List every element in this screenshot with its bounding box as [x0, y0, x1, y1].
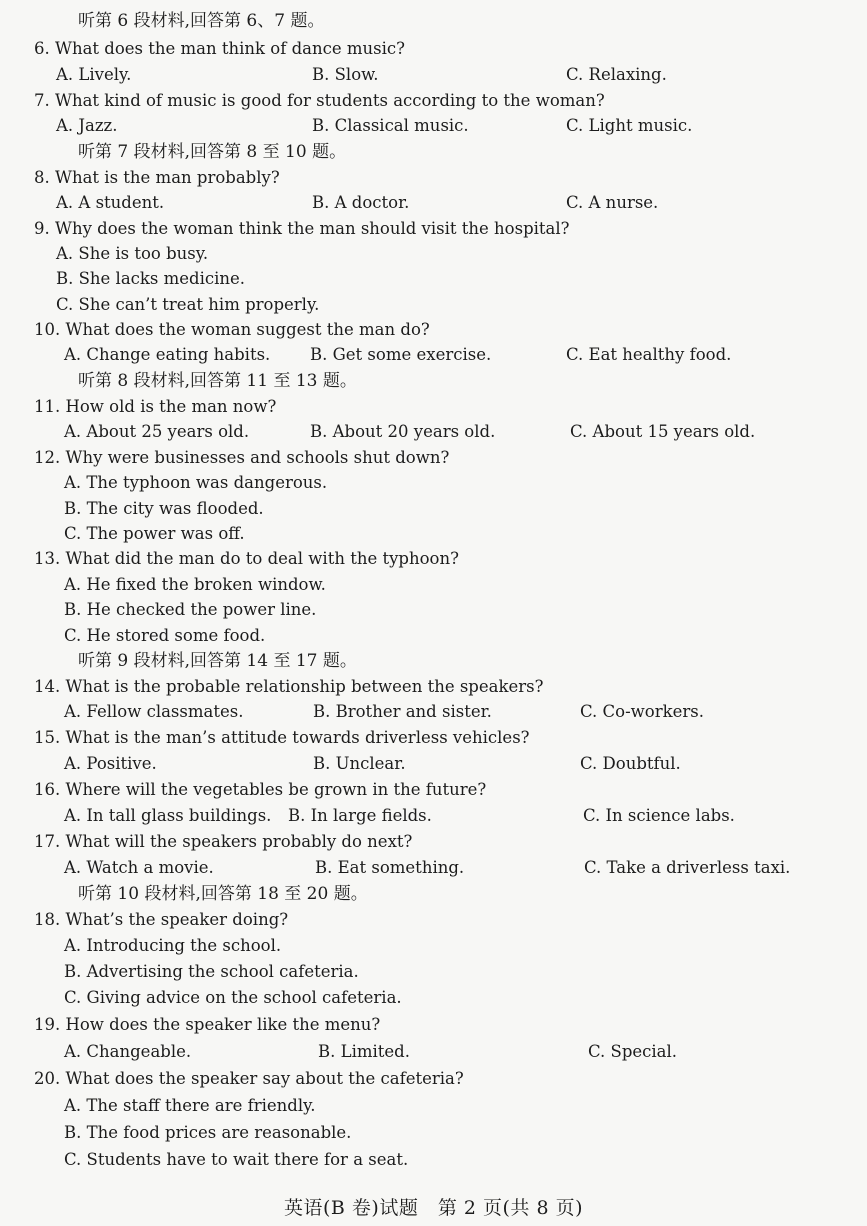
section-heading — [0, 368, 867, 394]
option-row — [0, 933, 867, 959]
option-row — [0, 751, 867, 777]
question-13-option-b: B. He checked the power line. — [64, 600, 317, 619]
question-15-option-c: C. Doubtful. — [580, 754, 681, 773]
option-row — [0, 1120, 867, 1146]
question-10-option-c: C. Eat healthy food. — [566, 345, 732, 364]
section-heading-text: 听第 9 段材料,回答第 14 至 17 题。 — [78, 651, 357, 671]
question-10-option-b: B. Get some exercise. — [310, 345, 492, 364]
question-20-option-c: C. Students have to wait there for a seat. — [64, 1150, 409, 1169]
question-17-option-b: B. Eat something. — [315, 858, 465, 877]
question-16-stem: 16. Where will the vegetables be grown in the future? — [34, 780, 487, 799]
option-row — [0, 266, 867, 292]
question-16-option-c: C. In science labs. — [583, 806, 735, 825]
option-row — [0, 855, 867, 881]
question-8-option-a: A. A student. — [56, 193, 165, 212]
question-9-option-a: A. She is too busy. — [56, 244, 209, 263]
question-10-option-a: A. Change eating habits. — [64, 345, 271, 364]
option-row — [0, 342, 867, 368]
option-row — [0, 241, 867, 267]
question-20-stem: 20. What does the speaker say about the cafeteria? — [34, 1069, 464, 1088]
question-stem — [0, 725, 867, 751]
question-stem — [0, 829, 867, 855]
question-9-stem: 9. Why does the woman think the man should visit the hospital? — [34, 219, 570, 238]
option-row — [0, 1147, 867, 1173]
question-15-option-a: A. Positive. — [64, 754, 157, 773]
question-12-stem: 12. Why were businesses and schools shut down? — [34, 448, 450, 467]
question-17-option-c: C. Take a driverless taxi. — [584, 858, 791, 877]
question-11-stem: 11. How old is the man now? — [34, 397, 277, 416]
question-12-option-b: B. The city was flooded. — [64, 499, 264, 518]
question-stem — [0, 394, 867, 420]
question-7-stem: 7. What kind of music is good for students according to the woman? — [34, 91, 605, 110]
question-8-option-c: C. A nurse. — [566, 193, 659, 212]
question-18-option-b: B. Advertising the school cafeteria. — [64, 962, 359, 981]
question-8-option-b: B. A doctor. — [312, 193, 410, 212]
section-heading — [0, 881, 867, 907]
section-heading — [0, 648, 867, 674]
question-13-option-a: A. He fixed the broken window. — [64, 575, 326, 594]
option-row — [0, 113, 867, 139]
question-stem — [0, 1012, 867, 1038]
option-row — [0, 572, 867, 598]
option-row — [0, 419, 867, 445]
question-7-option-c: C. Light music. — [566, 116, 693, 135]
question-10-stem: 10. What does the woman suggest the man do? — [34, 320, 430, 339]
section-heading-text: 听第 6 段材料,回答第 6、7 题。 — [78, 11, 325, 31]
question-6-option-b: B. Slow. — [312, 65, 379, 84]
question-15-option-b: B. Unclear. — [313, 754, 406, 773]
option-row — [0, 597, 867, 623]
option-row — [0, 521, 867, 547]
question-8-stem: 8. What is the man probably? — [34, 168, 280, 187]
section-heading — [0, 8, 867, 34]
question-20-option-a: A. The staff there are friendly. — [64, 1096, 316, 1115]
question-stem — [0, 88, 867, 114]
question-12-option-c: C. The power was off. — [64, 524, 245, 543]
question-7-option-a: A. Jazz. — [56, 116, 118, 135]
question-9-option-b: B. She lacks medicine. — [56, 269, 246, 288]
question-stem — [0, 674, 867, 700]
question-13-option-c: C. He stored some food. — [64, 626, 266, 645]
question-18-option-a: A. Introducing the school. — [64, 936, 282, 955]
question-stem — [0, 165, 867, 191]
question-stem — [0, 1066, 867, 1092]
question-12-option-a: A. The typhoon was dangerous. — [64, 473, 328, 492]
question-17-option-a: A. Watch a movie. — [64, 858, 214, 877]
option-row — [0, 470, 867, 496]
question-19-option-b: B. Limited. — [318, 1042, 410, 1061]
section-heading-text: 听第 10 段材料,回答第 18 至 20 题。 — [78, 884, 368, 904]
question-18-option-c: C. Giving advice on the school cafeteria. — [64, 988, 402, 1007]
question-19-option-a: A. Changeable. — [64, 1042, 192, 1061]
question-14-option-a: A. Fellow classmates. — [64, 702, 244, 721]
question-16-option-b: B. In large fields. — [288, 806, 432, 825]
option-row — [0, 803, 867, 829]
question-6-option-a: A. Lively. — [56, 65, 132, 84]
question-6-stem: 6. What does the man think of dance music? — [34, 39, 405, 58]
question-15-stem: 15. What is the man’s attitude towards driverless vehicles? — [34, 728, 530, 747]
question-14-option-b: B. Brother and sister. — [313, 702, 492, 721]
question-14-option-c: C. Co-workers. — [580, 702, 704, 721]
option-row — [0, 62, 867, 88]
question-19-stem: 19. How does the speaker like the menu? — [34, 1015, 381, 1034]
question-19-option-c: C. Special. — [588, 1042, 678, 1061]
question-20-option-b: B. The food prices are reasonable. — [64, 1123, 352, 1142]
option-row — [0, 292, 867, 318]
question-11-option-b: B. About 20 years old. — [310, 422, 496, 441]
question-14-stem: 14. What is the probable relationship between the speakers? — [34, 677, 544, 696]
question-11-option-c: C. About 15 years old. — [570, 422, 756, 441]
question-stem — [0, 216, 867, 242]
question-18-stem: 18. What’s the speaker doing? — [34, 910, 289, 929]
question-stem — [0, 907, 867, 933]
question-17-stem: 17. What will the speakers probably do next? — [34, 832, 413, 851]
option-row — [0, 985, 867, 1011]
option-row — [0, 699, 867, 725]
option-row — [0, 496, 867, 522]
question-stem — [0, 36, 867, 62]
question-7-option-b: B. Classical music. — [312, 116, 469, 135]
option-row — [0, 959, 867, 985]
question-stem — [0, 546, 867, 572]
option-row — [0, 1093, 867, 1119]
question-6-option-c: C. Relaxing. — [566, 65, 667, 84]
question-16-option-a: A. In tall glass buildings. — [64, 806, 272, 825]
question-9-option-c: C. She can’t treat him properly. — [56, 295, 320, 314]
question-13-stem: 13. What did the man do to deal with the typhoon? — [34, 549, 459, 568]
question-11-option-a: A. About 25 years old. — [64, 422, 250, 441]
question-stem — [0, 777, 867, 803]
section-heading-text: 听第 7 段材料,回答第 8 至 10 题。 — [78, 142, 347, 162]
option-row — [0, 1039, 867, 1065]
section-heading-text: 听第 8 段材料,回答第 11 至 13 题。 — [78, 371, 357, 391]
option-row — [0, 623, 867, 649]
option-row — [0, 190, 867, 216]
page-footer: 英语(B 卷)试题 第 2 页(共 8 页) — [284, 1197, 583, 1219]
question-stem — [0, 445, 867, 471]
question-stem — [0, 317, 867, 343]
section-heading — [0, 139, 867, 165]
